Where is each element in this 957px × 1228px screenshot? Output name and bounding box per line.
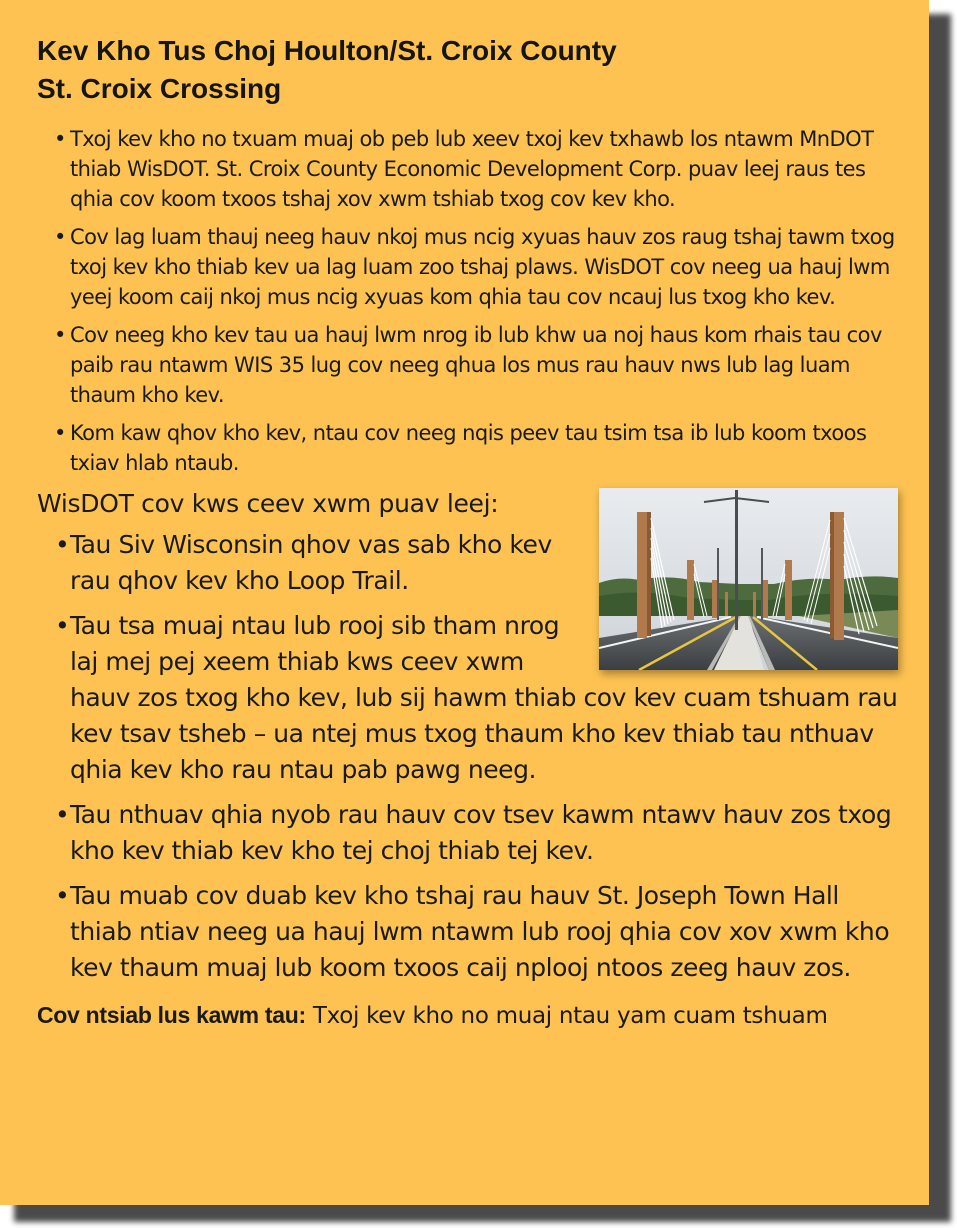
page-title: [37, 32, 899, 108]
list-item: • Kom kaw qhov kho kev, ntau cov neeg nqis peev tau tsim tsa ib lub koom txoos txiav hlab ntaub.: [37, 418, 899, 478]
title-line-1: Kev Kho Tus Choj Houlton/St. Croix County: [37, 35, 617, 66]
lessons-learned-text: Txoj kev kho no muaj ntau yam cuam tshuam: [305, 1003, 828, 1029]
list-item: • Txoj kev kho no txuam muaj ob peb lub xeev txoj kev txhawb los ntawm MnDOT thiab WisDOT. St. Croix County Economic Development Corp. puav leej raus tes qhia cov koom txoos tshaj xov xwm tshiab txog cov kev kho.: [37, 124, 899, 214]
list-item: • Cov lag luam thauj neeg hauv nkoj mus ncig xyuas hauv zos raug tshaj tawm txog txoj kev kho thiab kev ua lag luam zoo tshaj plaws. WisDOT cov neeg ua hauj lwm yeej koom caij nkoj mus ncig xyuas kom qhia tau cov ncauj lus txog kho kev.: [37, 222, 899, 312]
list-item: • Tau nthuav qhia nyob rau hauv cov tsev kawm ntawv hauv zos txog kho kev thiab kev kho tej choj thiab tej kev.: [37, 797, 899, 869]
title-line-2: St. Croix Crossing: [37, 73, 282, 104]
list-item: • Tau Siv Wisconsin qhov vas sab kho kev rau qhov kev kho Loop Trail.: [37, 527, 899, 599]
list-item: • Cov neeg kho kev tau ua hauj lwm nrog ib lub khw ua noj haus kom rhais tau cov paib rau ntawm WIS 35 lug cov neeg qhua los mus rau hauv nws lub lag luam thaum kho kev.: [37, 320, 899, 410]
lessons-learned: [37, 1000, 899, 1031]
list-item: • Tau muab cov duab kev kho tshaj rau hauv St. Joseph Town Hall thiab ntiav neeg ua hauj lwm ntawm lub rooj qhia cov xov xwm kho kev thaum muaj lub koom txoos caij nplooj ntoos zeeg hauv zos.: [37, 878, 899, 986]
top-bullet-list: [37, 124, 899, 478]
bottom-bullet-list: [37, 527, 899, 986]
list-item: • Tau tsa muaj ntau lub rooj sib tham nrog laj mej pej xeem thiab kws ceev xwm hauv zos txog kho kev, lub sij hawm thiab cov kev cuam tshuam rau kev tsav tsheb – ua ntej mus txog thaum kho kev thiab tau nthuav qhia kev kho rau ntau pab pawg neeg.: [37, 608, 899, 788]
lessons-learned-label: Cov ntsiab lus kawm tau:: [37, 1002, 306, 1028]
intro-text: WisDOT cov kws ceev xwm puav leej:: [37, 489, 499, 518]
